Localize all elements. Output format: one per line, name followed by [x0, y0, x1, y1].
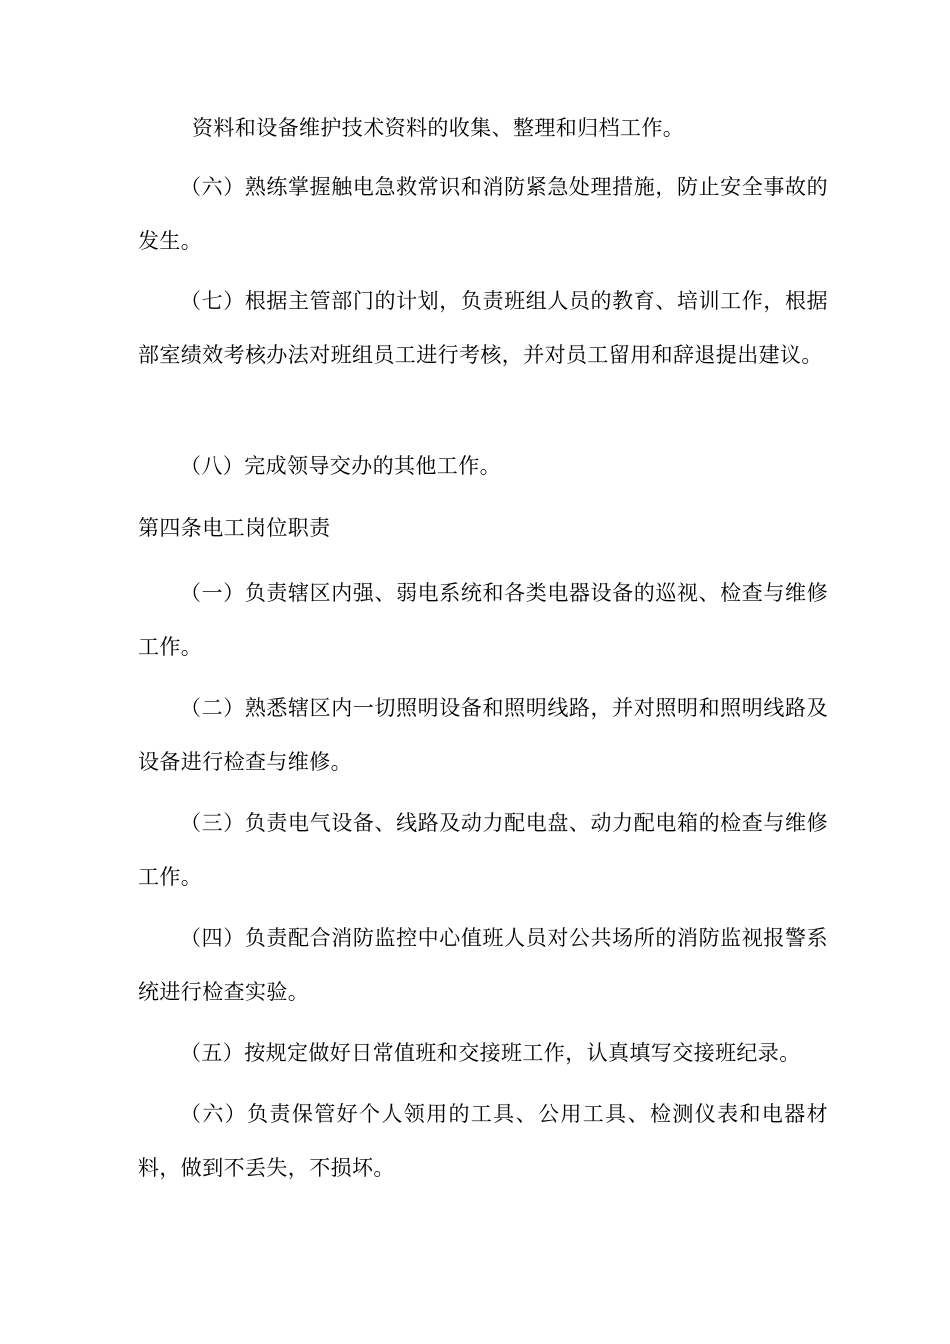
paragraph-continuation: 资料和设备维护技术资料的收集、整理和归档工作。 [192, 116, 685, 140]
paragraph-item-8: （八）完成领导交办的其他工作。 [180, 454, 501, 478]
paragraph-duty-1: （一）负责辖区内强、弱电系统和各类电器设备的巡视、检查与维修工作。 [138, 581, 828, 659]
paragraph-item-6: （六）熟练掌握触电急救常识和消防紧急处理措施，防止安全事故的发生。 [138, 175, 828, 253]
paragraph-duty-5: （五）按规定做好日常值班和交接班工作，认真填写交接班纪录。 [180, 1041, 801, 1065]
paragraph-item-7: （七）根据主管部门的计划，负责班组人员的教育、培训工作，根据部室绩效考核办法对班组员工进行考核，并对员工留用和辞退提出建议。 [138, 289, 828, 367]
paragraph-duty-4: （四）负责配合消防监控中心值班人员对公共场所的消防监视报警系统进行检查实验。 [138, 926, 828, 1004]
paragraph-duty-6: （六）负责保管好个人领用的工具、公用工具、检测仪表和电器材料，做到不丢失，不损坏。 [138, 1102, 828, 1180]
paragraph-duty-3: （三）负责电气设备、线路及动力配电盘、动力配电箱的检查与维修工作。 [138, 811, 828, 889]
section-heading: 第四条电工岗位职责 [138, 516, 331, 540]
paragraph-duty-2: （二）熟悉辖区内一切照明设备和照明线路，并对照明和照明线路及设备进行检查与维修。 [138, 696, 828, 774]
